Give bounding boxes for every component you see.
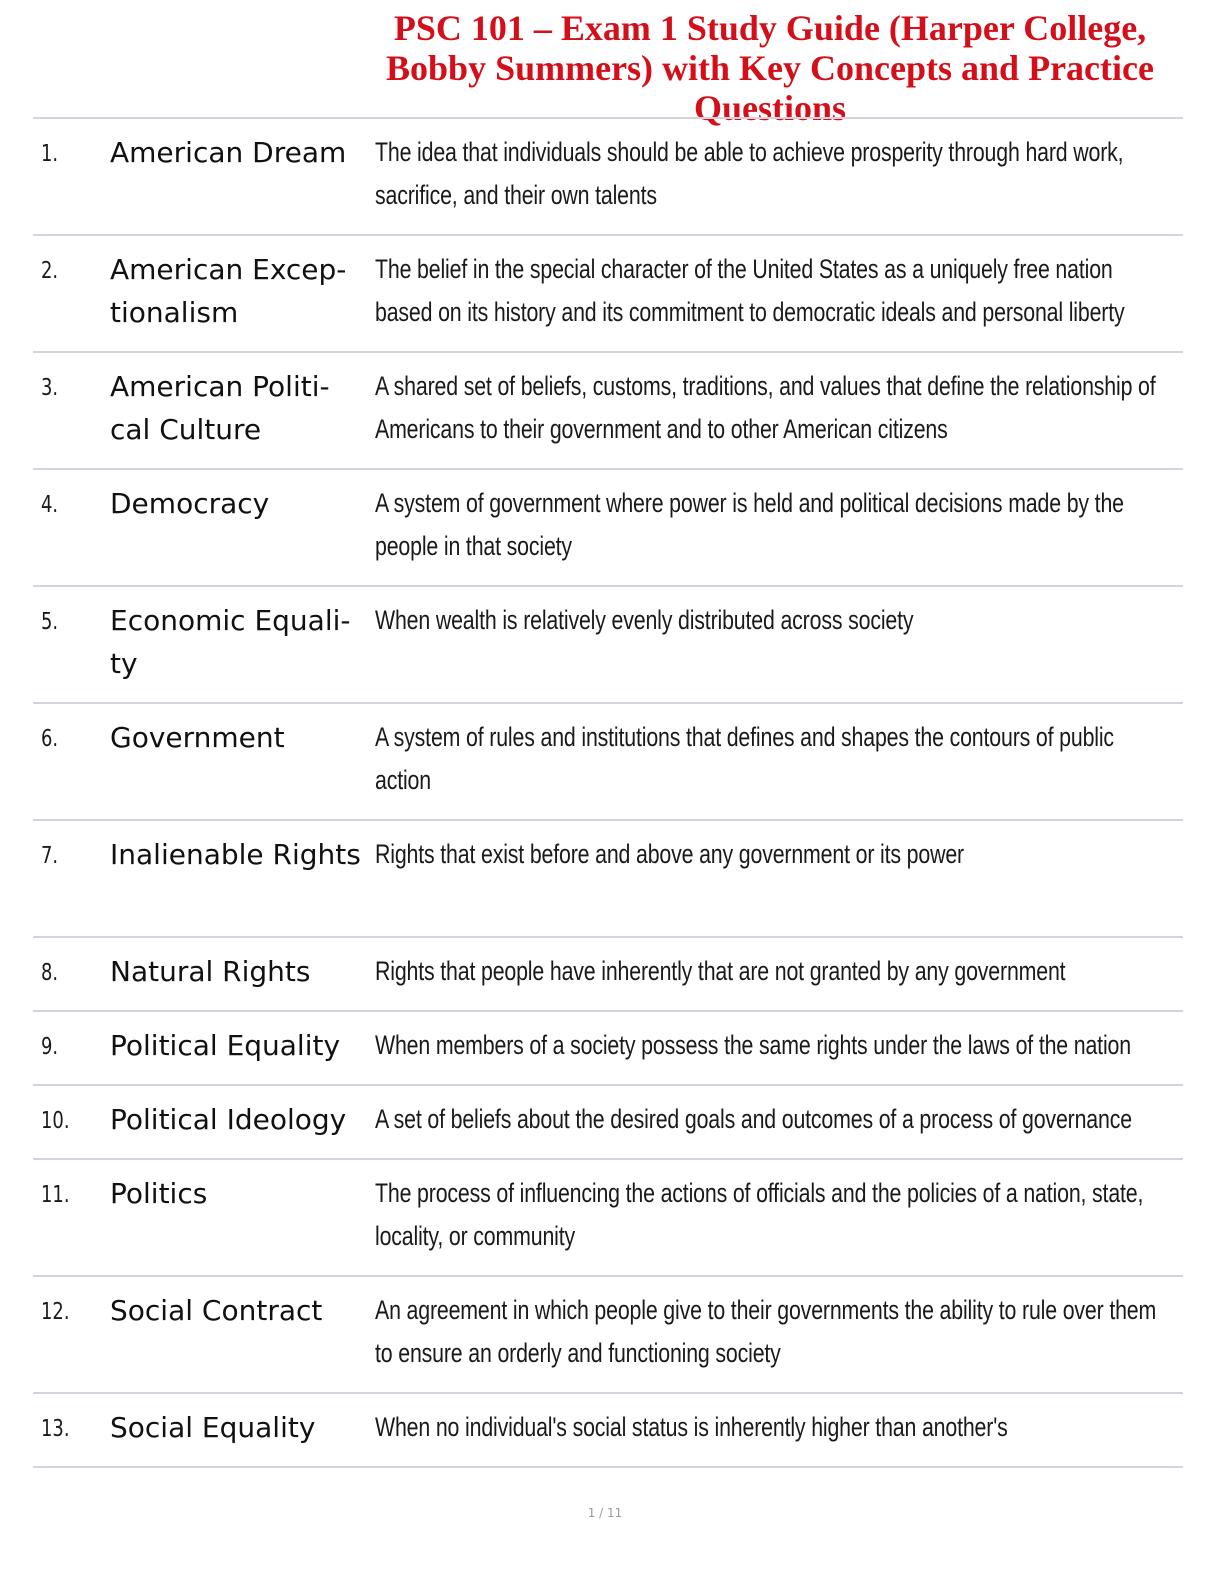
term-row-2 xyxy=(33,236,1183,351)
term-name: American Dream xyxy=(110,136,347,169)
term-name: Inalienable Rights xyxy=(110,838,361,871)
term-name: Social Contract xyxy=(110,1294,323,1327)
term-name: Economic Equali- ty xyxy=(110,604,351,680)
term-row-5 xyxy=(33,587,1183,702)
term-name: American Politi- cal Culture xyxy=(110,370,330,446)
term-definition: When wealth is relatively evenly distributed across society xyxy=(375,605,914,635)
term-definition: An agreement in which people give to their governments the ability to rule over them to ensure an orderly and functioning society xyxy=(375,1295,1157,1368)
term-name: Natural Rights xyxy=(110,955,311,988)
term-number: 5. xyxy=(41,609,59,635)
term-row-9 xyxy=(33,1012,1183,1084)
term-number: 10. xyxy=(41,1108,70,1134)
term-name: Democracy xyxy=(110,487,270,520)
term-definition: A set of beliefs about the desired goals and outcomes of a process of governance xyxy=(375,1104,1132,1134)
term-definition: When members of a society possess the same rights under the laws of the nation xyxy=(375,1030,1131,1060)
term-number: 4. xyxy=(41,492,59,518)
term-row-13 xyxy=(33,1394,1183,1466)
term-name: Government xyxy=(110,721,285,754)
term-number: 8. xyxy=(41,960,59,986)
term-definition: The process of influencing the actions of officials and the policies of a nation, state, locality, or community xyxy=(375,1178,1144,1251)
term-name: Political Equality xyxy=(110,1029,341,1062)
term-name: Political Ideology xyxy=(110,1103,347,1136)
term-row-4 xyxy=(33,470,1183,585)
term-row-6 xyxy=(33,704,1183,819)
term-number: 12. xyxy=(41,1299,70,1325)
term-number: 3. xyxy=(41,375,59,401)
term-name: Politics xyxy=(110,1177,208,1210)
term-number: 9. xyxy=(41,1034,59,1060)
term-definition: A system of government where power is held and political decisions made by the people in that society xyxy=(375,488,1124,561)
term-name: American Excep- tionalism xyxy=(110,253,347,329)
term-row-10 xyxy=(33,1086,1183,1158)
term-row-8 xyxy=(33,938,1183,1010)
term-definition: The belief in the special character of the United States as a uniquely free nation based on its history and its commitment to democratic ideals and personal liberty xyxy=(375,254,1125,327)
terms-list xyxy=(33,117,1183,1468)
term-definition: A system of rules and institutions that defines and shapes the contours of public action xyxy=(375,722,1114,795)
term-definition: The idea that individuals should be able to achieve prosperity through hard work, sacrifice, and their own talents xyxy=(375,137,1124,210)
term-name: Social Equality xyxy=(110,1411,316,1444)
term-definition: Rights that exist before and above any government or its power xyxy=(375,839,964,869)
term-row-12 xyxy=(33,1277,1183,1392)
term-row-3 xyxy=(33,353,1183,468)
term-number: 6. xyxy=(41,726,59,752)
term-definition: A shared set of beliefs, customs, traditions, and values that define the relationship of Americans to their government and to other American citizens xyxy=(375,371,1156,444)
page-indicator: 1 / 11 xyxy=(587,1506,623,1520)
term-number: 11. xyxy=(41,1182,70,1208)
term-row-11 xyxy=(33,1160,1183,1275)
term-row-1 xyxy=(33,119,1183,234)
term-row-7 xyxy=(33,821,1183,936)
document-title: PSC 101 – Exam 1 Study Guide (Harper College, Bobby Summers) with Key Concepts and Practice Questions xyxy=(386,8,1154,128)
divider xyxy=(33,1466,1183,1468)
term-definition: When no individual's social status is inherently higher than another's xyxy=(375,1412,1008,1442)
term-definition: Rights that people have inherently that are not granted by any government xyxy=(375,956,1066,986)
term-number: 2. xyxy=(41,258,59,284)
term-number: 7. xyxy=(41,843,59,869)
term-number: 1. xyxy=(41,141,59,167)
term-number: 13. xyxy=(41,1416,70,1442)
